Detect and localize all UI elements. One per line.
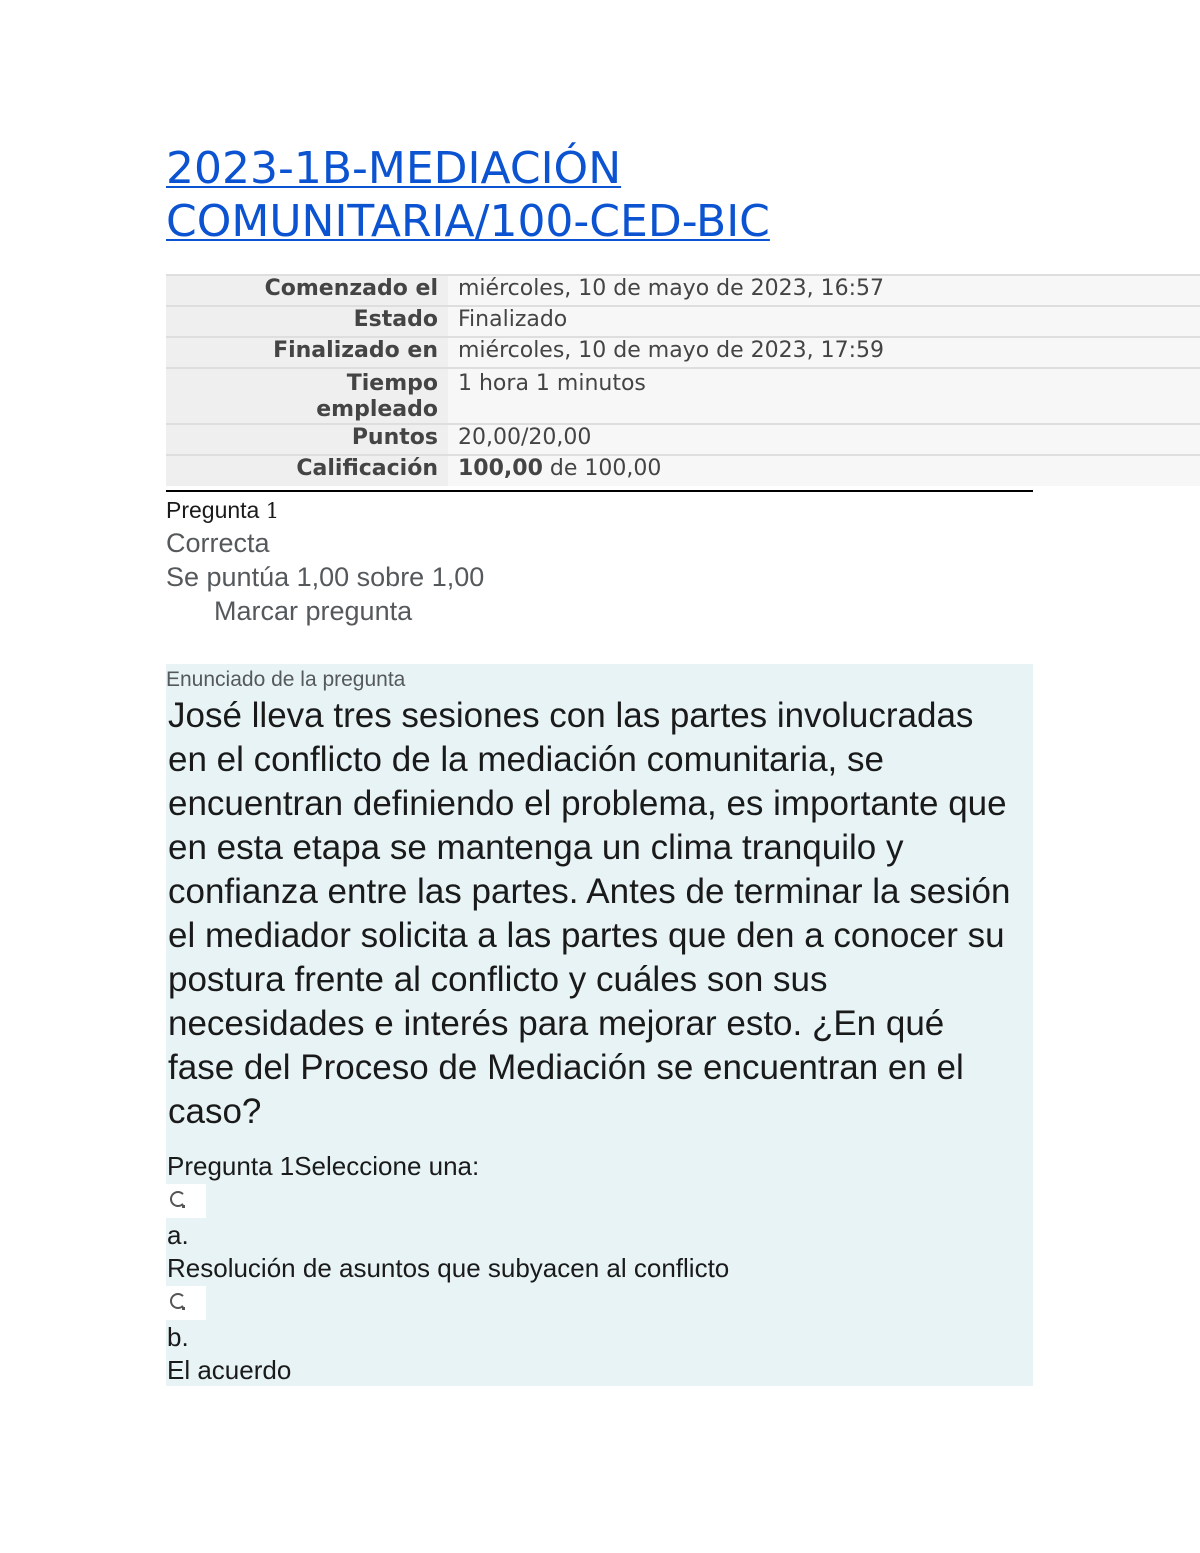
summary-label: Tiempo empleado	[166, 368, 448, 424]
option-b-letter: b.	[167, 1322, 189, 1352]
question-number: Pregunta 1	[166, 497, 280, 523]
question-info	[166, 495, 484, 628]
attempt-summary-table	[166, 274, 1200, 486]
question-number-value: 1	[265, 499, 280, 523]
answer-prompt: Pregunta 1Seleccione una:	[167, 1151, 480, 1181]
summary-value: miércoles, 10 de mayo de 2023, 16:57	[448, 275, 1200, 306]
flag-question-link[interactable]: Marcar pregunta	[214, 596, 413, 626]
summary-row-grade	[166, 455, 1200, 486]
summary-row-points	[166, 424, 1200, 455]
option-a-radio[interactable]	[166, 1184, 206, 1218]
summary-row-status	[166, 306, 1200, 337]
question-grade: Se puntúa 1,00 sobre 1,00	[166, 562, 485, 592]
summary-label: Calificación	[166, 455, 448, 486]
summary-divider	[166, 490, 1033, 492]
radio-icon	[170, 1191, 186, 1207]
summary-row-time	[166, 368, 1200, 424]
question-text: José lleva tres sesiones con las partes involucradas en el conflicto de la mediación comunitaria, se encuentran definiendo el problema, es importante que en esta etapa se mantenga un clima tranquilo y confianza entre las partes. Antes de terminar la sesión el mediador solicita a las partes que den a conocer su postura frente al conflicto y cuáles son sus necesidades e interés para mejorar esto. ¿En qué fase del Proceso de Mediación se encuentran en el caso?	[168, 696, 1011, 1131]
course-title-link[interactable]: 2023-1B-MEDIACIÓN COMUNITARIA/100-CED-BIC	[166, 143, 770, 247]
option-a-text[interactable]: Resolución de asuntos que subyacen al conflicto	[167, 1253, 730, 1283]
question-statement-label: Enunciado de la pregunta	[166, 668, 406, 691]
summary-value: 1 hora 1 minutos	[448, 368, 1200, 424]
radio-icon	[170, 1293, 186, 1309]
summary-label: Comenzado el	[166, 275, 448, 306]
summary-label: Puntos	[166, 424, 448, 455]
summary-value	[448, 455, 1200, 486]
summary-value: Finalizado	[448, 306, 1200, 337]
question-state: Correcta	[166, 528, 270, 558]
summary-row-finished	[166, 337, 1200, 368]
option-b-text[interactable]: El acuerdo	[167, 1355, 292, 1385]
summary-value: miércoles, 10 de mayo de 2023, 17:59	[448, 337, 1200, 368]
summary-label: Finalizado en	[166, 337, 448, 368]
summary-row-started	[166, 275, 1200, 306]
grade-value: 100,00	[458, 456, 543, 481]
option-a-letter: a.	[167, 1220, 189, 1250]
option-b-radio[interactable]	[166, 1286, 206, 1320]
summary-value: 20,00/20,00	[448, 424, 1200, 455]
summary-label: Estado	[166, 306, 448, 337]
grade-max: de 100,00	[542, 456, 662, 481]
